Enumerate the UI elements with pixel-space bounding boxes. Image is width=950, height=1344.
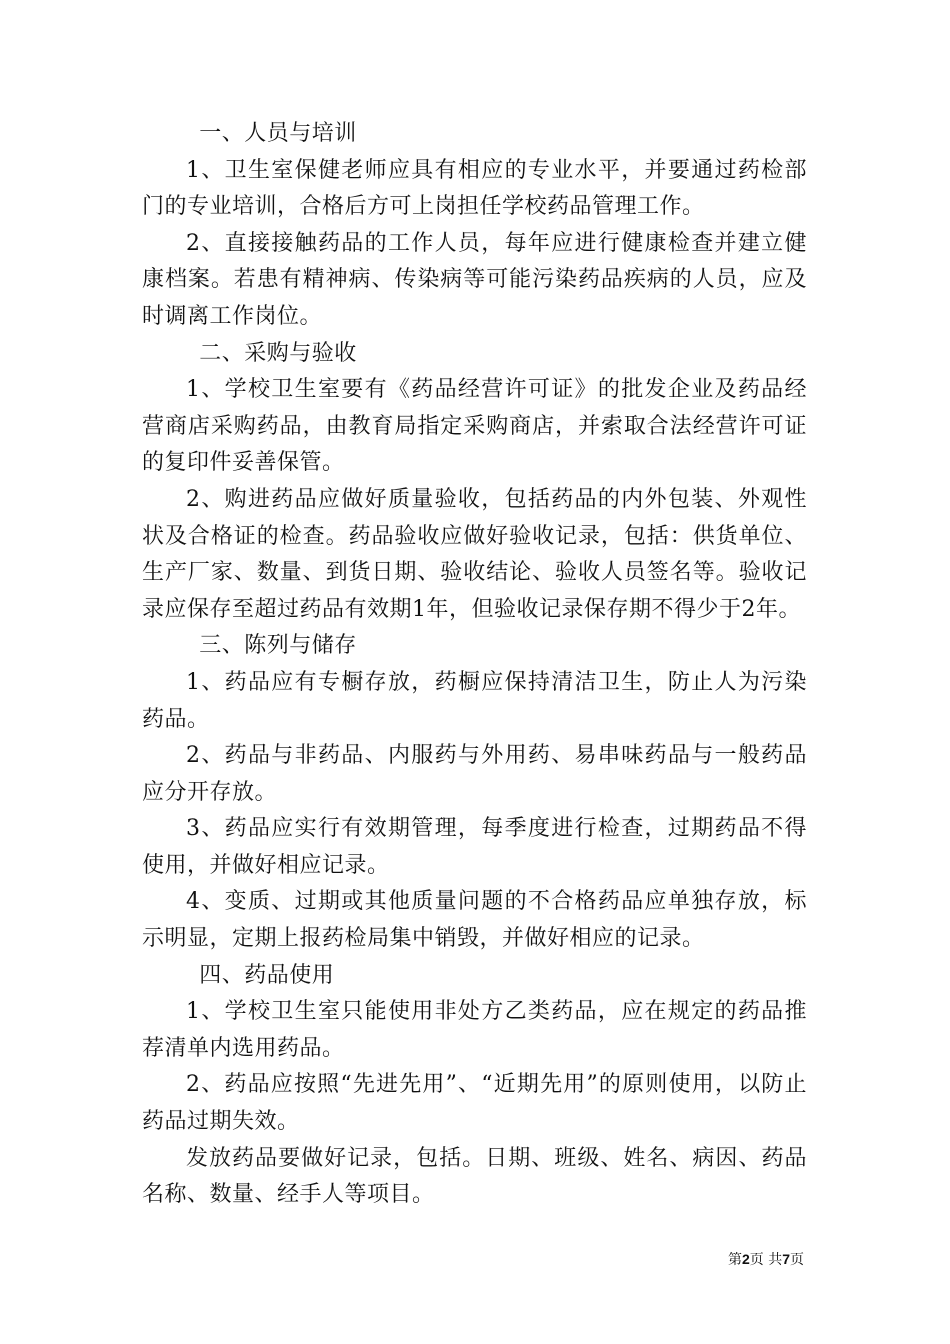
paragraph: 2、购进药品应做好质量验收，包括药品的内外包装、外观性状及合格证的检查。药品验收应做好验收记录，包括：供货单位、生产厂家、数量、到货日期、验收结论、验收人员签名等。验收记录应保存至超过药品有效期1年，但验收记录保存期不得少于2年。	[142, 486, 807, 622]
paragraph: 1、药品应有专橱存放，药橱应保持清洁卫生，防止人为污染药品。	[142, 669, 807, 732]
paragraph: 3、药品应实行有效期管理，每季度进行检查，过期药品不得使用，并做好相应记录。	[142, 816, 807, 878]
current-page-number: 2	[741, 1251, 750, 1267]
section-heading-usage: 四、药品使用	[199, 962, 335, 988]
paragraph: 1、学校卫生室要有《药品经营许可证》的批发企业及药品经营商店采购药品，由教育局指定采购商店，并索取合法经营许可证的复印件妥善保管。	[142, 377, 807, 476]
page-number-footer	[728, 1250, 804, 1269]
paragraph: 4、变质、过期或其他质量问题的不合格药品应单独存放，标示明显，定期上报药检局集中销毁，并做好相应的记录。	[142, 889, 807, 952]
footer-middle: 页 共	[749, 1252, 783, 1268]
paragraph: 1、学校卫生室只能使用非处方乙类药品，应在规定的药品推荐清单内选用药品。	[142, 999, 807, 1061]
section-heading-storage: 三、陈列与储存	[199, 633, 357, 659]
paragraph: 2、药品与非药品、内服药与外用药、易串味药品与一般药品应分开存放。	[142, 743, 807, 805]
paragraph: 1、卫生室保健老师应具有相应的专业水平，并要通过药检部门的专业培训，合格后方可上岗担任学校药品管理工作。	[142, 157, 807, 220]
paragraph: 2、药品应按照“先进先用”、“近期先用”的原则使用，以防止药品过期失效。	[142, 1072, 807, 1135]
paragraph: 2、直接接触药品的工作人员，每年应进行健康检查并建立健康档案。若患有精神病、传染病等可能污染药品疾病的人员，应及时调离工作岗位。	[142, 230, 807, 329]
document-body	[142, 116, 807, 1214]
section-heading-personnel: 一、人员与培训	[199, 121, 357, 146]
section-heading-purchasing: 二、采购与验收	[199, 340, 357, 366]
paragraph: 发放药品要做好记录，包括。日期、班级、姓名、病因、药品名称、数量、经手人等项目。	[142, 1145, 807, 1208]
footer-suffix: 页	[790, 1252, 804, 1268]
total-page-count: 7	[782, 1251, 790, 1267]
footer-prefix: 第	[727, 1252, 742, 1268]
